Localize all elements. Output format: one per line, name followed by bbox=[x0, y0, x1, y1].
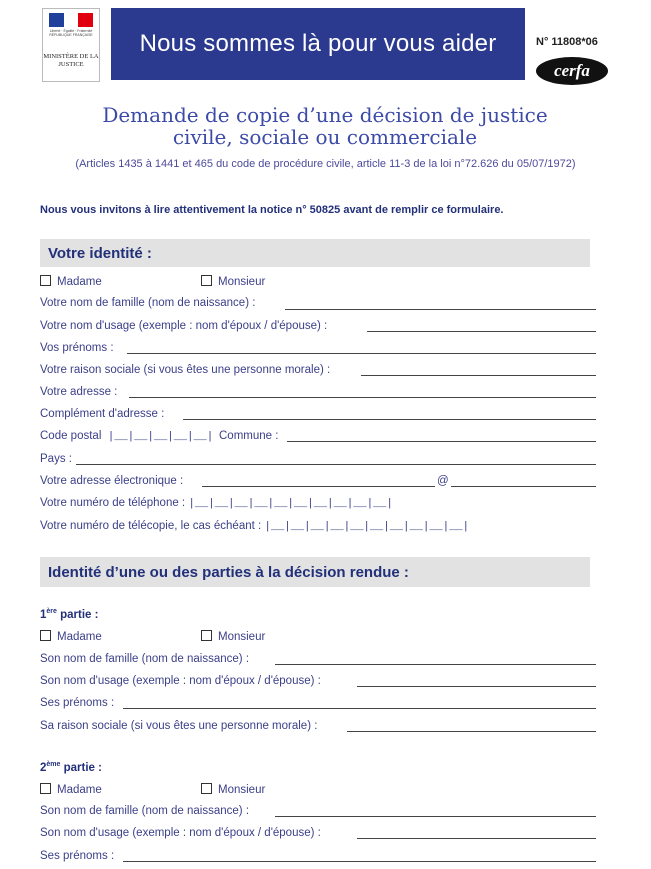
party1-checkbox-monsieur[interactable]: Monsieur bbox=[201, 631, 265, 643]
field-email-domain[interactable] bbox=[451, 486, 596, 487]
party1-field-nom-usage[interactable] bbox=[357, 686, 596, 687]
field-nom-usage[interactable] bbox=[367, 331, 596, 332]
party-2-heading: 2ème partie : bbox=[40, 761, 102, 774]
at-sign: @ bbox=[437, 475, 449, 487]
field-complement[interactable] bbox=[183, 419, 596, 420]
ministry-logo bbox=[42, 8, 100, 82]
field-telephone[interactable]: |__|__|__|__|__|__|__|__|__|__| bbox=[188, 498, 393, 510]
party1-field-raison-sociale[interactable] bbox=[347, 731, 596, 732]
party1-label-nom-famille: Son nom de famille (nom de naissance) : bbox=[40, 653, 250, 665]
party1-civility-row-monsieur bbox=[201, 630, 265, 643]
party2-civility-row-monsieur bbox=[201, 783, 265, 796]
label-telephone: Votre numéro de téléphone : |__|__|__|__|__|__|__|__|__|__| bbox=[40, 497, 393, 510]
label-prenoms: Vos prénoms : bbox=[40, 342, 114, 354]
section-parties-heading: Identité d’une ou des parties à la décision rendue : bbox=[40, 557, 590, 587]
party2-civility-row bbox=[40, 783, 102, 796]
banner: Nous sommes là pour vous aider bbox=[111, 8, 525, 80]
party2-field-nom-famille[interactable] bbox=[275, 816, 596, 817]
party1-label-nom-usage: Son nom d'usage (exemple : nom d'époux / d'épouse) : bbox=[40, 675, 321, 687]
field-prenoms[interactable] bbox=[127, 353, 596, 354]
form-title: Demande de copie d’une décision de justice civile, sociale ou commerciale bbox=[102, 103, 548, 149]
field-commune[interactable] bbox=[287, 441, 596, 442]
field-code-postal[interactable]: |__|__|__|__|__| bbox=[107, 431, 214, 443]
notice-text: Nous vous invitons à lire attentivement la notice n° 50825 avant de remplir ce formulaire. bbox=[40, 204, 504, 216]
field-email-user[interactable] bbox=[202, 486, 435, 487]
party2-checkbox-monsieur[interactable]: Monsieur bbox=[201, 784, 265, 796]
ministry-name: MINISTÈRE DE LA JUSTICE bbox=[43, 53, 99, 68]
party1-field-prenoms[interactable] bbox=[123, 708, 596, 709]
republic-motto: Liberté · Égalité · Fraternité RÉPUBLIQUE FRANÇAISE bbox=[49, 29, 93, 37]
label-complement: Complément d'adresse : bbox=[40, 408, 165, 420]
checkbox-madame[interactable]: Madame bbox=[40, 276, 102, 288]
label-nom-famille: Votre nom de famille (nom de naissance) : bbox=[40, 297, 256, 309]
party-1-heading: 1ère partie : bbox=[40, 608, 99, 621]
label-nom-usage: Votre nom d'usage (exemple : nom d'époux / d'épouse) : bbox=[40, 320, 328, 332]
party1-label-prenoms: Ses prénoms : bbox=[40, 697, 115, 709]
party2-field-prenoms[interactable] bbox=[123, 861, 596, 862]
label-code-postal: Code postal |__|__|__|__|__| bbox=[40, 430, 214, 443]
party1-civility-row bbox=[40, 630, 102, 643]
field-telecopie[interactable]: |__|__|__|__|__|__|__|__|__|__| bbox=[264, 521, 470, 533]
party1-field-nom-famille[interactable] bbox=[275, 664, 596, 665]
party2-checkbox-madame[interactable]: Madame bbox=[40, 784, 102, 796]
field-adresse[interactable] bbox=[129, 397, 596, 398]
french-flag-icon bbox=[49, 13, 93, 27]
field-pays[interactable] bbox=[76, 464, 596, 465]
party2-label-prenoms: Ses prénoms : bbox=[40, 850, 115, 862]
label-email: Votre adresse électronique : bbox=[40, 475, 184, 487]
label-telecopie: Votre numéro de télécopie, le cas échéant : |__|__|__|__|__|__|__|__|__|__| bbox=[40, 520, 470, 533]
party2-label-nom-famille: Son nom de famille (nom de naissance) : bbox=[40, 805, 250, 817]
cerfa-logo: cerfa bbox=[536, 57, 608, 85]
field-nom-famille[interactable] bbox=[285, 309, 596, 310]
cerfa-number: N° 11808*06 bbox=[536, 36, 598, 48]
party2-label-nom-usage: Son nom d'usage (exemple : nom d'époux / d'épouse) : bbox=[40, 827, 321, 839]
civility-row bbox=[40, 275, 102, 288]
party2-field-nom-usage[interactable] bbox=[357, 838, 596, 839]
label-adresse: Votre adresse : bbox=[40, 386, 118, 398]
checkbox-monsieur[interactable]: Monsieur bbox=[201, 276, 265, 288]
civility-row-monsieur bbox=[201, 275, 265, 288]
party1-checkbox-madame[interactable]: Madame bbox=[40, 631, 102, 643]
label-pays: Pays : bbox=[40, 453, 72, 465]
label-commune: Commune : bbox=[219, 430, 279, 442]
section-identity-heading: Votre identité : bbox=[40, 239, 590, 267]
label-raison-sociale: Votre raison sociale (si vous êtes une personne morale) : bbox=[40, 364, 331, 376]
party1-label-raison-sociale: Sa raison sociale (si vous êtes une personne morale) : bbox=[40, 720, 318, 732]
legal-references: (Articles 1435 à 1441 et 465 du code de procédure civile, article 11-3 de la loi n°72.626 du 05/07/1972) bbox=[75, 158, 576, 170]
field-raison-sociale[interactable] bbox=[361, 375, 596, 376]
